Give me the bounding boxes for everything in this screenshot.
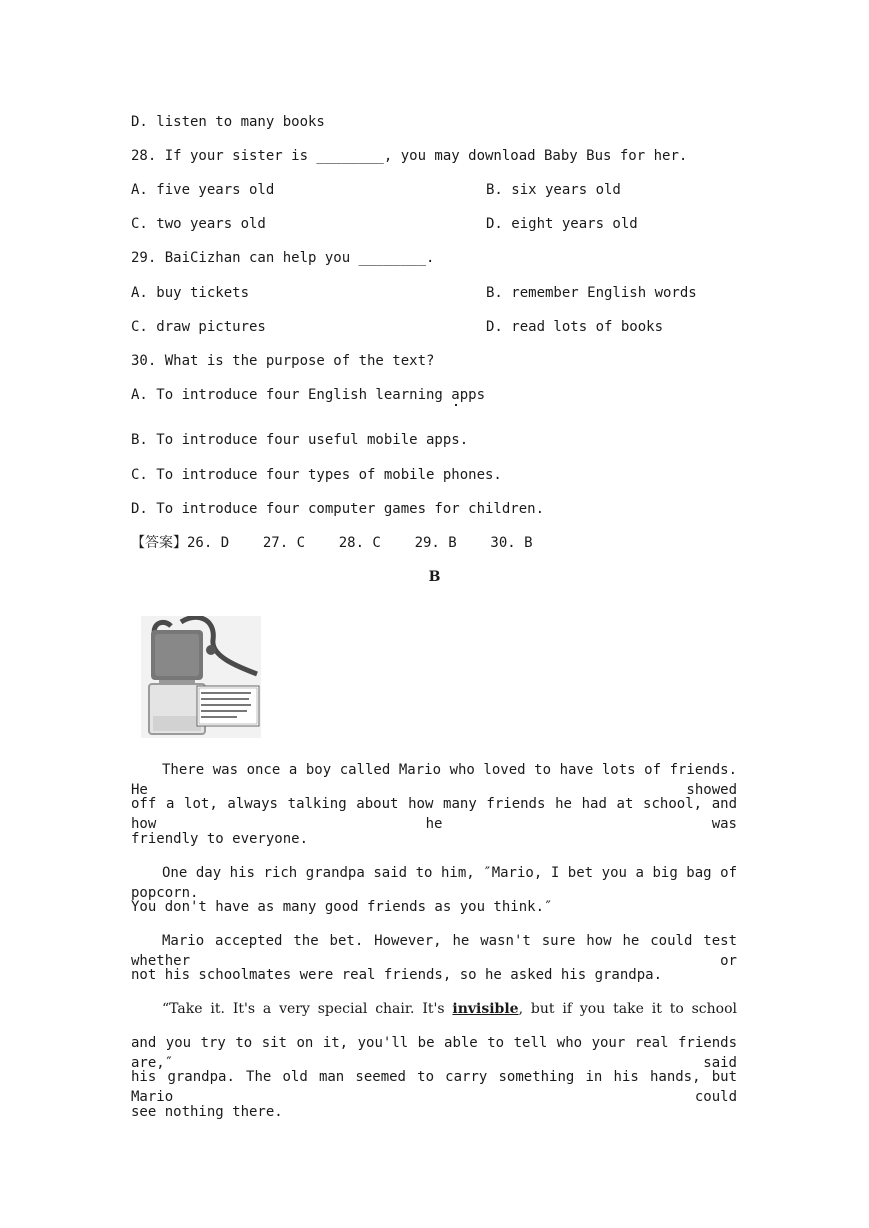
q30-option-b: B. To introduce four useful mobile apps. [131, 432, 469, 448]
passage-p1-line1: There was once a boy called Mario who loved to have lots of friends. He showed [131, 762, 737, 798]
passage-p4-line1-end: , but if you take it to school [518, 1001, 737, 1017]
passage-p4-line1 [131, 999, 737, 1019]
q29-option-d: D. read lots of books [486, 319, 664, 335]
passage-p2-line2: You don't have as many good friends as you think.″ [131, 899, 553, 915]
q27-option-d: D. listen to many books [131, 114, 325, 130]
q30-option-d: D. To introduce four computer games for children. [131, 501, 545, 517]
passage-p2-line1: One day his rich grandpa said to him, ″Mario, I bet you a big bag of popcorn. [131, 865, 737, 901]
q30-question: 30. What is the purpose of the text? [131, 353, 435, 369]
q29-option-a: A. buy tickets [131, 285, 250, 301]
passage-p4-line1-start: “Take it. It's a very special chair. It's [162, 1001, 453, 1017]
q28-option-c: C. two years old [131, 216, 266, 232]
passage-p1-line2: off a lot, always talking about how many friends he had at school, and how he was [131, 796, 737, 832]
passage-p4-line2: and you try to sit on it, you'll be able to tell who your real friends are,″ said [131, 1035, 737, 1071]
q28-option-a: A. five years old [131, 182, 275, 198]
q28-question: 28. If your sister is ________, you may download Baby Bus for her. [131, 148, 688, 164]
answer-label: 【答案】 [131, 535, 187, 551]
section-b-heading: B [428, 569, 441, 585]
q30-option-c: C. To introduce four types of mobile phones. [131, 467, 502, 483]
q29-option-b: B. remember English words [486, 285, 697, 301]
passage-p3-line2: not his schoolmates were real friends, so he asked his grandpa. [131, 967, 663, 983]
passage-p4-line3: his grandpa. The old man seemed to carry something in his hands, but Mario could [131, 1069, 737, 1105]
answer-text: 26. D 27. C 28. C 29. B 30. B [187, 535, 533, 551]
q28-option-b: B. six years old [486, 182, 621, 198]
q29-option-c: C. draw pictures [131, 319, 266, 335]
passage-p3-line1: Mario accepted the bet. However, he wasn't sure how he could test whether or [131, 933, 737, 969]
q28-option-d: D. eight years old [486, 216, 638, 232]
passage-p4-line4: see nothing there. [131, 1104, 283, 1120]
stray-dot [455, 404, 457, 406]
q29-question: 29. BaiCizhan can help you ________. [131, 250, 435, 266]
underlined-word-invisible: invisible [452, 1001, 519, 1017]
q30-option-a: A. To introduce four English learning apps [131, 387, 486, 403]
passage-p1-line3: friendly to everyone. [131, 831, 309, 847]
answer-key [131, 533, 533, 553]
bottle-illustration [141, 616, 261, 738]
bottle-picture [141, 616, 261, 738]
